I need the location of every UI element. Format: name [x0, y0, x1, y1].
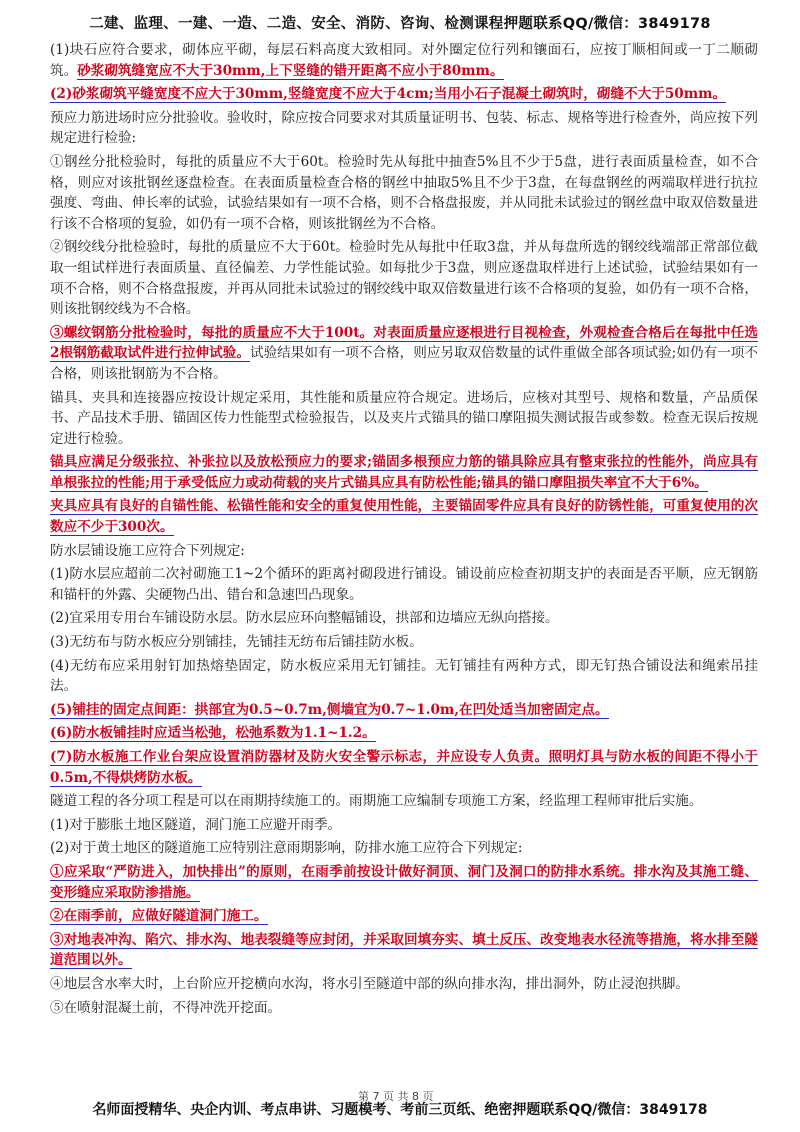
- paragraph-masonry-2: (2)砂浆砌筑平缝宽度不应大于30mm,竖缝宽度不应大于4cm;当用小石子混凝土砌筑时，砌缝不大于50mm。: [50, 86, 727, 103]
- paragraph-waterproof-4: (4)无纺布应采用射钉加热熔垫固定，防水板应采用无钉铺挂。无钉铺挂有两种方式，即无钉热合铺设法和绳索吊挂法。: [50, 657, 758, 695]
- paragraph-rainy-2: (2)对于黄土地区的隧道施工应特别注意雨期影响，防排水施工应符合下列规定:: [50, 840, 523, 857]
- paragraph-rainy-intro: 隧道工程的各分项工程是可以在雨期持续施工的。雨期施工应编制专项施工方案，经监理工程师审批后实施。: [50, 793, 703, 810]
- page-header-banner: 二建、监理、一建、一造、二造、安全、消防、咨询、检测课程押题联系QQ/微信：3849178: [89, 15, 711, 32]
- paragraph-strand: ②钢绞线分批检验时，每批的质量应不大于60t。检验时先从每批中任取3盘，并从每盘所选的钢绞线端部正常部位截取一组试样进行表面质量、直径偏差、力学性能试验。如每批少于3盘，则应逐盘取样进行上述试验，试验结果如有一项不合格，则不合格盘报废，并再从同批未试验过的钢绞线中取双倍数量进行该不合格项的复验，如仍有一项不合格，则该批钢绞线为不合格。: [50, 239, 758, 318]
- paragraph-waterproof-3: (3)无纺布与防水板应分别铺挂，先铺挂无纺布后铺挂防水板。: [50, 634, 423, 651]
- paragraph-clamp-requirements: 夹具应具有良好的自锚性能、松锚性能和安全的重复使用性能，主要锚固零件应具有良好的防锈性能，可重复使用的次数应不少于300次。: [50, 498, 758, 536]
- paragraph-rainy-2a: ①应采取“严防进入，加快排出”的原则，在雨季前按设计做好洞顶、洞门及洞口的防排水系统。排水沟及其施工缝、变形缝应采取防渗措施。: [50, 863, 758, 901]
- page-footer-banner: 名师面授精华、央企内训、考点串讲、习题模考、考前三页纸、绝密押题联系QQ/微信：3849178: [92, 1102, 708, 1118]
- page-number: 第 7 页 共 8 页: [358, 1090, 434, 1103]
- highlight-threaded-bar: ③螺纹钢筋分批检验时，每批的质量应不大于100t。对表面质量应逐根进行目视检查，外观检查合格后在每批中任选2根钢筋截取试件进行拉伸试验。: [50, 324, 758, 362]
- paragraph-rainy-2e: ⑤在喷射混凝土前，不得冲洗开挖面。: [50, 999, 282, 1016]
- paragraph-rainy-2c: ③对地表冲沟、陷穴、排水沟、地表裂缝等应封闭，并采取回填夯实、填土反压、改变地表水径流等措施，将水排至隧道范围以外。: [50, 931, 758, 969]
- paragraph-steel-wire: ①钢丝分批检验时，每批的质量应不大于60t。检验时先从每批中抽查5%且不少于5盘，进行表面质量检查，如不合格，则应对该批钢丝逐盘检查。在表面质量检查合格的钢丝中抽取5%且不少于3盘，在每盘钢丝的两端取样进行抗拉强度、弯曲、伸长率的试验，试验结果如有一项不合格，则不合格盘报废，并从同批未试验过的钢丝盘中取双倍数量进行该不合格项的复验，如仍有一项不合格，则该批钢丝为不合格。: [50, 153, 758, 232]
- paragraph-anchorage-intro: 锚具、夹具和连接器应按设计规定采用，其性能和质量应符合规定。进场后，应核对其型号、规格和数量，产品质保书、产品技术手册、锚固区传力性能型式检验报告，以及夹片式锚具的锚口摩阻损失测试报告或参数。检查无误后按规定进行检验。: [50, 389, 758, 447]
- paragraph-waterproof-1: (1)防水层应超前二次衬砌施工1~2个循环的距离衬砌段进行铺设。铺设前应检查初期支护的表面是否平顺，应无钢筋和锚杆的外露、尖硬物凸出、错台和急速凹凸现象。: [50, 566, 758, 603]
- document-body: [50, 40, 758, 1021]
- highlight-mortar-joint: 砂浆砌筑缝宽应不大于30mm,上下竖缝的错开距离不应小于80mm。: [77, 62, 504, 79]
- paragraph-waterproof-2: (2)宜采用专用台车铺设防水层。防水层应环向整幅铺设，拱部和边墙应无纵向搭接。: [50, 610, 559, 627]
- paragraph-rainy-1: (1)对于膨胀土地区隧道，洞门施工应避开雨季。: [50, 816, 342, 833]
- paragraph-anchorage-requirements: 锚具应满足分级张拉、补张拉以及放松预应力的要求;锚固多根预应力筋的锚具除应具有整束张拉的性能外，尚应具有单根张拉的性能;用于承受低应力或动荷载的夹片式锚具应具有防松性能;锚具的锚口摩阻损失率宜不大于6%。: [50, 454, 758, 491]
- paragraph-prestress-intro: 预应力筋进场时应分批验收。验收时，除应按合同要求对其质量证明书、包装、标志、规格等进行检查外，尚应按下列规定进行检验:: [50, 109, 758, 147]
- paragraph-waterproof-intro: 防水层铺设施工应符合下列规定:: [50, 542, 245, 559]
- paragraph-rainy-2b: ②在雨季前，应做好隧道洞门施工。: [50, 908, 268, 925]
- paragraph-threaded-bar: ③螺纹钢筋分批检验时，每批的质量应不大于100t。对表面质量应逐根进行目视检查，外观检查合格后在每批中任选2根钢筋截取试件进行拉伸试验。试验结果如有一项不合格，则应另取双倍数量的试件重做全部各项试验;如仍有一项不合格，则该批钢筋为不合格。: [50, 324, 758, 382]
- paragraph-waterproof-5: (5)铺挂的固定点间距：拱部宜为0.5~0.7m,侧墙宜为0.7~1.0m,在凹处适当加密固定点。: [50, 701, 609, 718]
- paragraph-waterproof-7: (7)防水板施工作业台架应设置消防器材及防火安全警示标志，并应设专人负责。照明灯具与防水板的间距不得小于0.5m,不得烘烤防水板。: [50, 749, 758, 786]
- paragraph-rainy-2d: ④地层含水率大时，上台阶应开挖横向水沟，将水引至隧道中部的纵向排水沟，排出洞外，防止浸泡拱脚。: [50, 975, 689, 992]
- paragraph-masonry-1: (1)块石应符合要求，砌体应平砌，每层石料高度大致相同。对外圈定位行列和镶面石，应按丁顺相间或一丁二顺砌筑。砂浆砌筑缝宽应不大于30mm,上下竖缝的错开距离不应小于80mm。: [50, 42, 758, 79]
- paragraph-waterproof-6: (6)防水板铺挂时应适当松弛，松弛系数为1.1~1.2。: [50, 725, 376, 742]
